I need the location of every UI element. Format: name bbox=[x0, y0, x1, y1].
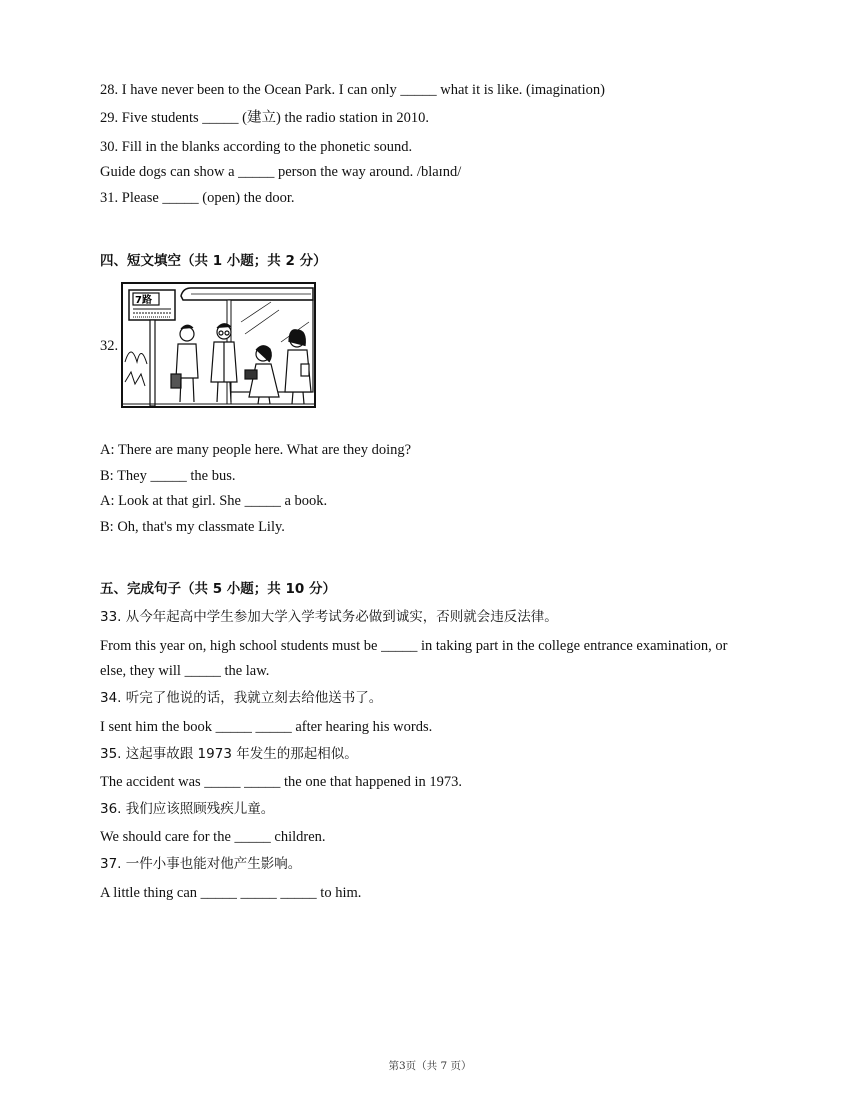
question-33-english-line-1: From this year on, high school students must be _____ in taking part in the college entrance examination, or bbox=[100, 638, 728, 654]
bus-stop-sign-text: 7路 bbox=[135, 295, 152, 306]
dialogue-line-3: A: Look at that girl. She _____ a book. bbox=[100, 493, 328, 509]
question-37-english: A little thing can _____ _____ _____ to him. bbox=[100, 885, 362, 901]
question-33-chinese: 33. 从今年起高中学生参加大学入学考试务必做到诚实，否则就会违反法律。 bbox=[100, 609, 558, 625]
question-32-number: 32. bbox=[100, 338, 119, 354]
page-number-footer: 第3页（共 7 页） bbox=[388, 1060, 472, 1072]
section-5-heading: 五、完成句子（共 5 小题；共 10 分） bbox=[100, 581, 336, 597]
question-34-english: I sent him the book _____ _____ after hearing his words. bbox=[100, 719, 433, 735]
question-30-sentence: Guide dogs can show a _____ person the way around. /blaɪnd/ bbox=[100, 164, 462, 180]
question-31: 31. Please _____ (open) the door. bbox=[100, 190, 295, 206]
question-33-english-line-2: else, they will _____ the law. bbox=[100, 663, 270, 679]
question-36-english: We should care for the _____ children. bbox=[100, 829, 326, 845]
bus-stop-illustration bbox=[121, 282, 316, 408]
question-28: 28. I have never been to the Ocean Park. I can only _____ what it is like. (imagination) bbox=[100, 82, 605, 98]
dialogue-line-1: A: There are many people here. What are they doing? bbox=[100, 442, 412, 458]
dialogue-line-4: B: Oh, that's my classmate Lily. bbox=[100, 519, 285, 535]
question-29: 29. Five students _____ (建立) the radio station in 2010. bbox=[100, 110, 430, 126]
question-35-chinese: 35. 这起事故跟 1973 年发生的那起相似。 bbox=[100, 746, 358, 762]
question-36-chinese: 36. 我们应该照顾残疾儿童。 bbox=[100, 801, 275, 817]
question-35-english: The accident was _____ _____ the one that happened in 1973. bbox=[100, 774, 462, 790]
question-37-chinese: 37. 一件小事也能对他产生影响。 bbox=[100, 856, 302, 872]
sign-pole bbox=[150, 320, 155, 406]
section-4-heading: 四、短文填空（共 1 小题；共 2 分） bbox=[100, 253, 327, 269]
question-30-instruction: 30. Fill in the blanks according to the phonetic sound. bbox=[100, 139, 413, 155]
question-34-chinese: 34. 听完了他说的话，我就立刻去给他送书了。 bbox=[100, 690, 383, 706]
dialogue-line-2: B: They _____ the bus. bbox=[100, 468, 236, 484]
